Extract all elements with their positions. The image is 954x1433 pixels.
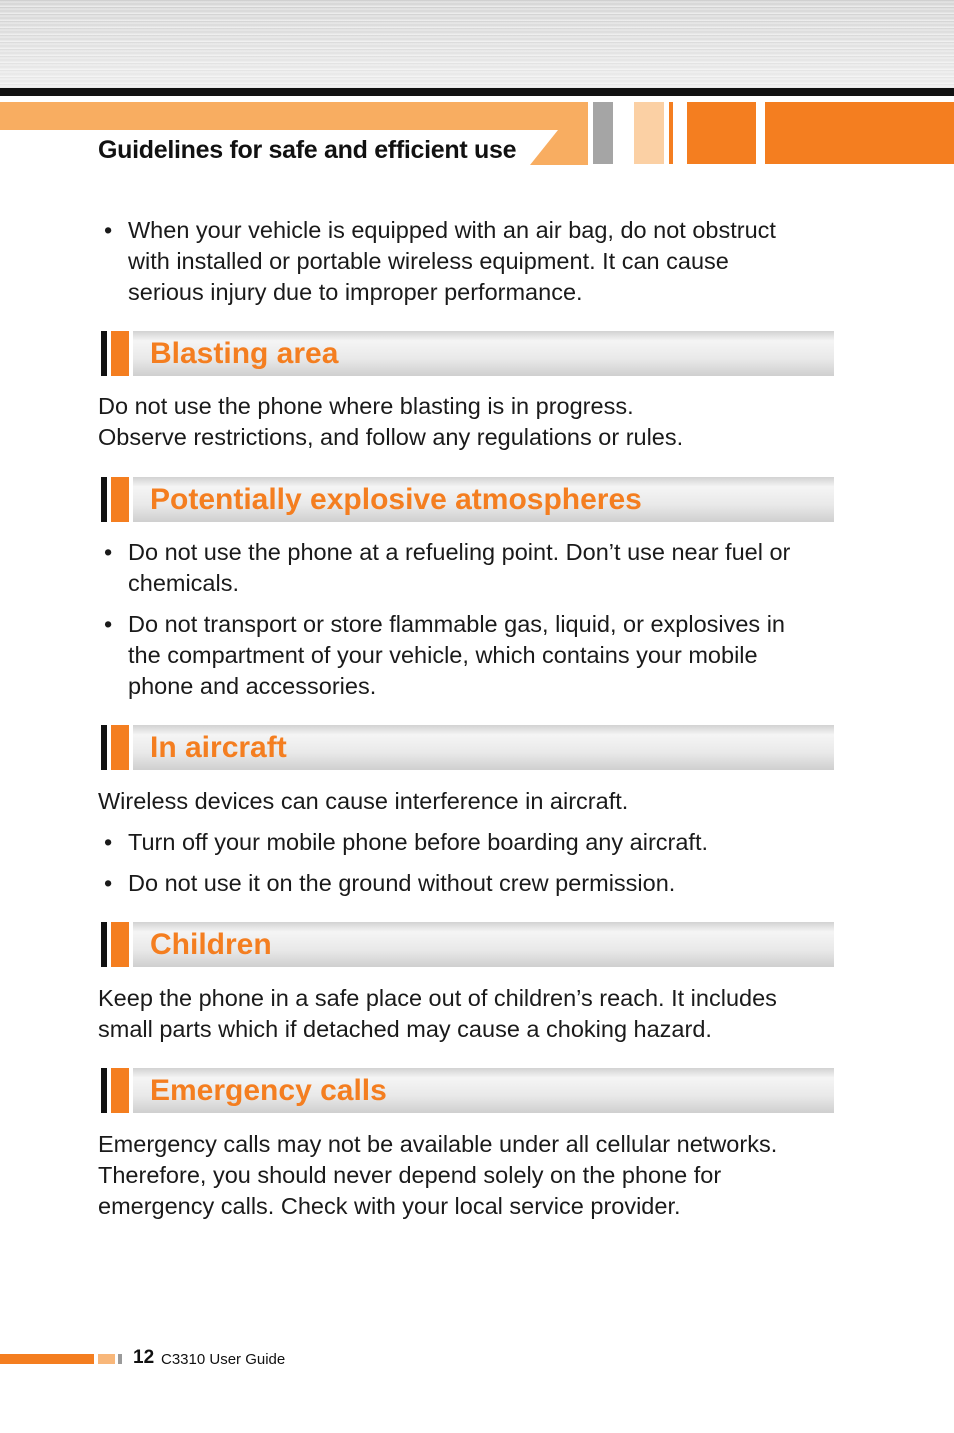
text-line: Keep the phone in a safe place out of children’s reach. It includes — [98, 985, 777, 1011]
text-line: serious injury due to improper performance. — [128, 279, 583, 305]
footer-peach-square — [98, 1354, 115, 1364]
header-block-gray — [593, 102, 613, 164]
header-orange-strip — [0, 102, 588, 130]
header-block-orange — [687, 102, 756, 164]
header-rule — [0, 88, 954, 96]
heading-marker-black — [101, 922, 107, 967]
header-block-thin-orange — [669, 102, 673, 164]
section-heading-blasting-area — [101, 331, 834, 376]
text-line: Do not use the phone where blasting is in progress. — [98, 393, 634, 419]
heading-marker-black — [101, 1068, 107, 1113]
heading-marker-orange — [111, 725, 129, 770]
in-aircraft-paragraph — [98, 786, 828, 817]
text-line: • Do not use the phone at a refueling point. Don’t use near fuel or — [128, 539, 791, 565]
heading-marker-orange — [111, 1068, 129, 1113]
intro-bullet-airbag — [104, 215, 848, 308]
emergency-calls-paragraph — [98, 1129, 828, 1222]
heading-marker-black — [101, 331, 107, 376]
text-line: phone and accessories. — [128, 673, 377, 699]
text-line: the compartment of your vehicle, which contains your mobile — [128, 642, 758, 668]
children-paragraph — [98, 983, 828, 1045]
heading-marker-black — [101, 725, 107, 770]
page-number: 12 — [133, 1347, 155, 1368]
heading-marker-black — [101, 477, 107, 522]
heading-marker-orange — [111, 331, 129, 376]
section-heading-in-aircraft — [101, 725, 834, 770]
heading-text: Blasting area — [150, 337, 339, 370]
blasting-area-paragraph — [98, 391, 828, 453]
explosive-bullet-refueling — [104, 537, 848, 599]
text-line: Emergency calls may not be available under all cellular networks. — [98, 1131, 778, 1157]
text-line: • Do not transport or store flammable gas, liquid, or explosives in — [128, 611, 786, 637]
aircraft-bullet-crew-permission — [104, 868, 848, 899]
aircraft-bullet-turn-off — [104, 827, 848, 858]
text-line: Wireless devices can cause interference in aircraft. — [98, 788, 629, 814]
text-line: Observe restrictions, and follow any regulations or rules. — [98, 424, 684, 450]
header-texture-band — [0, 0, 954, 88]
text-line: • Turn off your mobile phone before boarding any aircraft. — [128, 829, 709, 855]
heading-marker-orange — [111, 477, 129, 522]
heading-text: Emergency calls — [150, 1074, 387, 1107]
text-line: emergency calls. Check with your local service provider. — [98, 1193, 681, 1219]
footer-gray-tick — [118, 1354, 122, 1364]
heading-text: Children — [150, 928, 272, 961]
heading-text: In aircraft — [150, 731, 287, 764]
text-line: with installed or portable wireless equipment. It can cause — [128, 248, 729, 274]
explosive-bullet-flammables — [104, 609, 848, 702]
title-tab-slant — [530, 130, 558, 165]
header-block-peach — [634, 102, 664, 164]
guide-name: C3310 User Guide — [161, 1351, 286, 1368]
section-heading-explosive-atmospheres — [101, 477, 834, 522]
text-line: chemicals. — [128, 570, 240, 596]
header-block-orange-wide — [765, 102, 954, 164]
section-heading-emergency-calls — [101, 1068, 834, 1113]
text-line: • Do not use it on the ground without crew permission. — [128, 870, 676, 896]
title-tab-fill — [558, 130, 588, 165]
page-title: Guidelines for safe and efficient use — [98, 136, 517, 164]
text-line: Therefore, you should never depend solely on the phone for — [98, 1162, 722, 1188]
text-line: small parts which if detached may cause a choking hazard. — [98, 1016, 712, 1042]
text-line: • When your vehicle is equipped with an air bag, do not obstruct — [128, 217, 776, 243]
footer-orange-bar — [0, 1354, 94, 1364]
heading-text: Potentially explosive atmospheres — [150, 483, 642, 516]
heading-marker-orange — [111, 922, 129, 967]
section-heading-children — [101, 922, 834, 967]
